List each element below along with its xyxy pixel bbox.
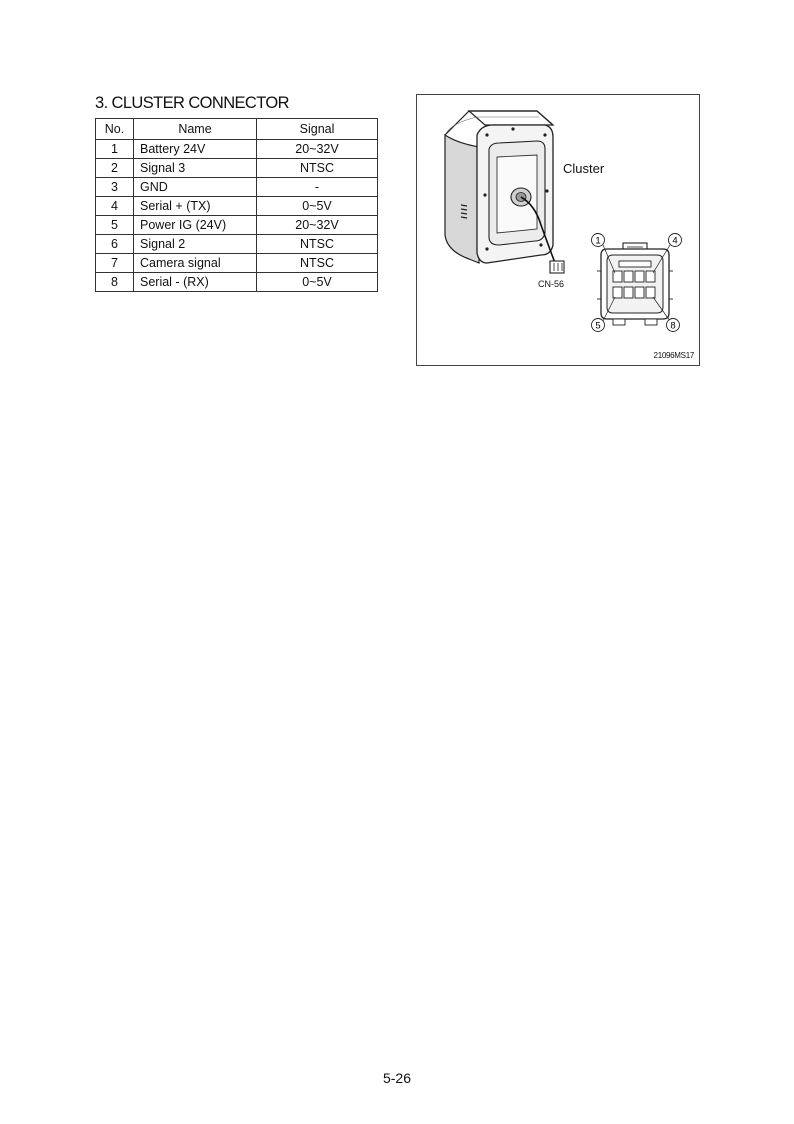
cell-name: Signal 3	[134, 159, 257, 178]
cell-no: 1	[96, 140, 134, 159]
table-row	[96, 254, 378, 273]
connector-face-diagram	[597, 243, 673, 325]
pin-label-1: 1	[595, 235, 601, 247]
header-name: Name	[134, 119, 257, 140]
cell-no: 2	[96, 159, 134, 178]
table-row	[96, 273, 378, 292]
table-header-row	[96, 119, 378, 140]
pin-callout-5	[592, 319, 605, 332]
cluster-label: Cluster	[563, 161, 605, 176]
pin-label-8: 8	[670, 320, 676, 332]
cell-signal: 20~32V	[257, 216, 378, 235]
page-number: 5-26	[382, 1070, 412, 1086]
cell-signal: NTSC	[257, 254, 378, 273]
table-row	[96, 216, 378, 235]
table-row	[96, 140, 378, 159]
cell-name: Serial - (RX)	[134, 273, 257, 292]
pin-callout-4	[669, 234, 682, 247]
cell-no: 5	[96, 216, 134, 235]
cell-no: 4	[96, 197, 134, 216]
pin-callout-8	[667, 319, 680, 332]
cell-name: Camera signal	[134, 254, 257, 273]
cell-signal: NTSC	[257, 159, 378, 178]
cell-name: GND	[134, 178, 257, 197]
cell-signal: NTSC	[257, 235, 378, 254]
section-title: 3. CLUSTER CONNECTOR	[95, 94, 289, 112]
cell-no: 7	[96, 254, 134, 273]
cell-name: Signal 2	[134, 235, 257, 254]
cell-signal: 0~5V	[257, 273, 378, 292]
cell-no: 3	[96, 178, 134, 197]
cell-name: Battery 24V	[134, 140, 257, 159]
cell-name: Serial + (TX)	[134, 197, 257, 216]
cell-signal: -	[257, 178, 378, 197]
cell-name: Power IG (24V)	[134, 216, 257, 235]
cell-no: 8	[96, 273, 134, 292]
pin-label-4: 4	[672, 235, 678, 247]
cell-signal: 0~5V	[257, 197, 378, 216]
table-row	[96, 178, 378, 197]
cell-signal: 20~32V	[257, 140, 378, 159]
header-no: No.	[96, 119, 134, 140]
header-signal: Signal	[257, 119, 378, 140]
cell-no: 6	[96, 235, 134, 254]
table-row	[96, 159, 378, 178]
cluster-illustration	[417, 95, 699, 365]
connector-label: CN-56	[538, 279, 565, 289]
figure-code: 21096MS17	[653, 351, 694, 360]
connector-pin-table	[95, 118, 378, 292]
table-row	[96, 197, 378, 216]
pin-label-5: 5	[595, 320, 601, 332]
cluster-connector-figure	[416, 94, 700, 366]
pin-callout-1	[592, 234, 605, 247]
table-row	[96, 235, 378, 254]
